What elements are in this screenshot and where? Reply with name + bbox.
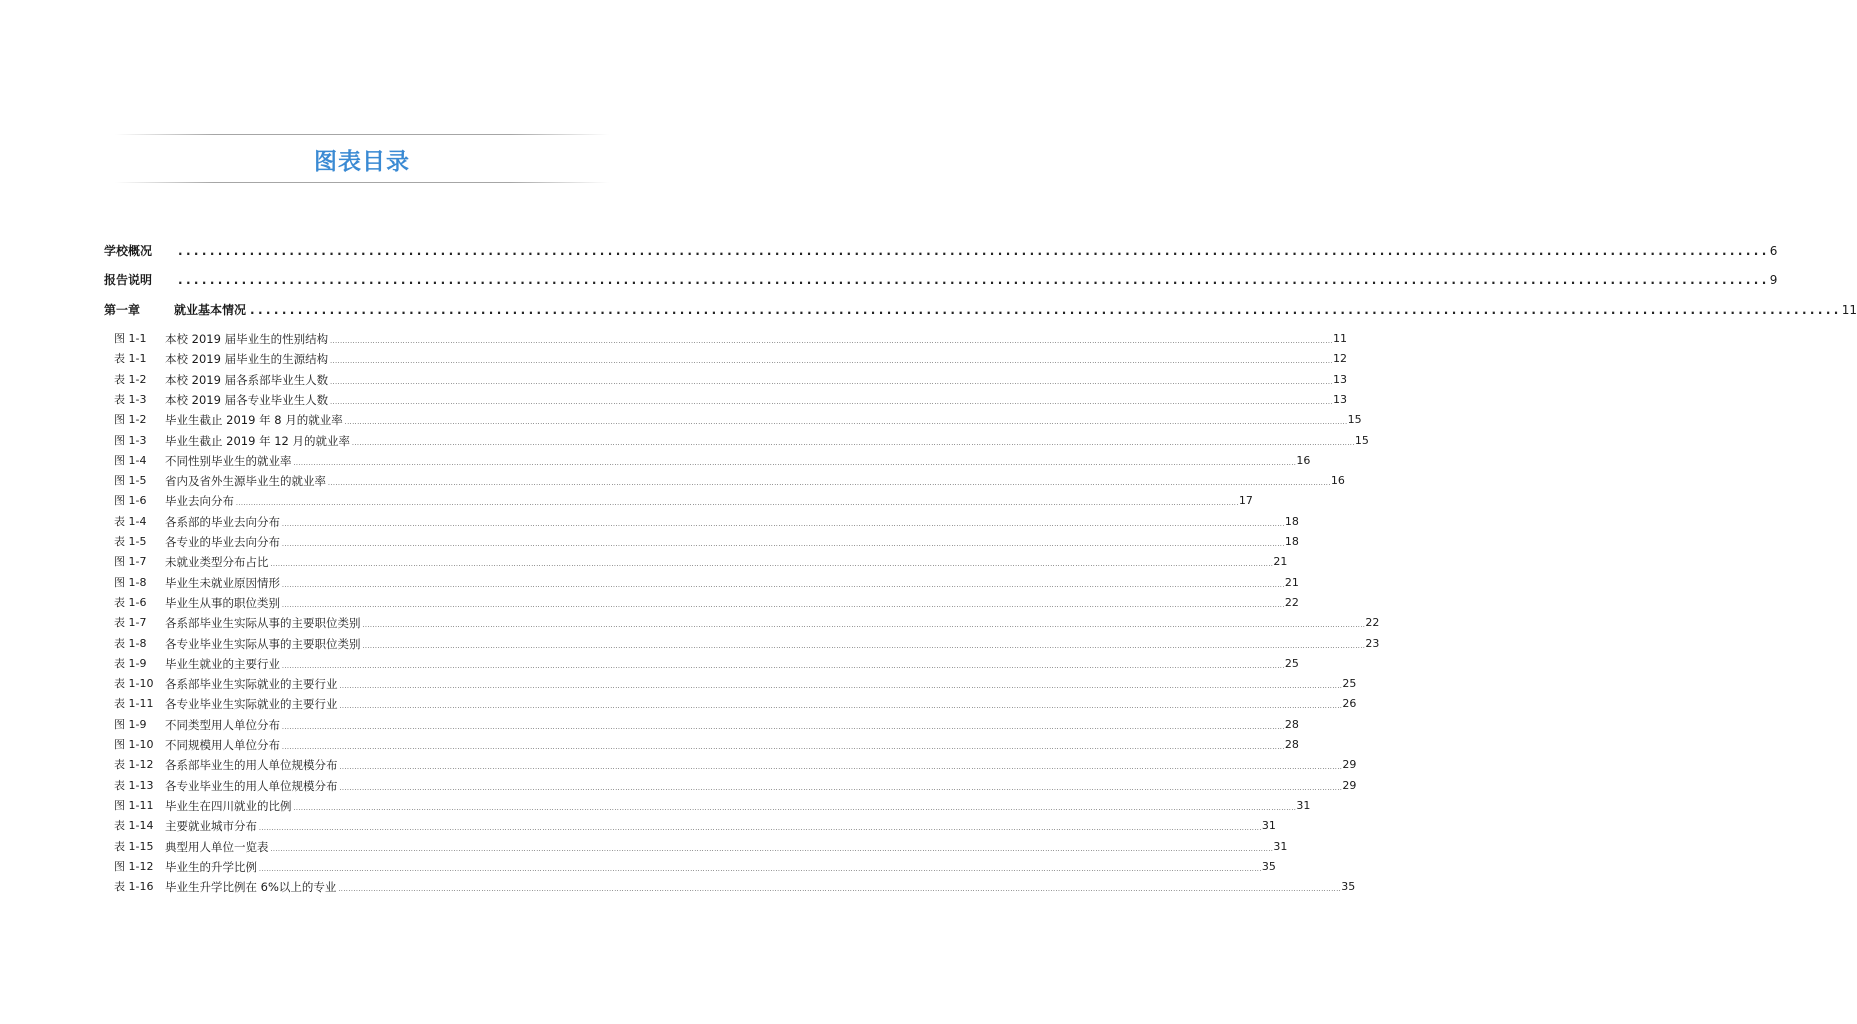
page-number: 21 xyxy=(1273,555,1288,568)
entry-title: 本校 2019 届毕业生的生源结构 xyxy=(165,352,329,366)
page-number: 35 xyxy=(1261,860,1276,873)
entry-title: 毕业生升学比例在 6%以上的专业 xyxy=(165,880,337,894)
entry-title: 毕业生就业的主要行业 xyxy=(165,657,280,671)
dot-leader: ........................................................................................................................................................................................................ xyxy=(250,303,1842,317)
toc-sub-entry[interactable] xyxy=(0,651,1299,671)
dot-leader: ................................................................................................................................................................................................................................................................................................................................................................................................................ xyxy=(339,703,1343,710)
entry-title: 省内及省外生源毕业生的就业率 xyxy=(165,474,326,488)
entry-number: 图 1-1 xyxy=(114,332,147,345)
toc-sub-entry[interactable] xyxy=(0,509,1299,529)
dot-leader: ................................................................................................................................................................................................................................................................................................................................................................................................................ xyxy=(282,724,1285,731)
toc-sub-entry[interactable] xyxy=(0,468,1345,488)
dot-leader: ................................................................................................................................................................................................................................................................................................................................................................................................................ xyxy=(330,399,1333,406)
toc-sub-entry[interactable] xyxy=(0,529,1299,549)
dot-leader: ................................................................................................................................................................................................................................................................................................................................................................................................................ xyxy=(339,683,1343,690)
entry-number: 图 1-11 xyxy=(114,799,154,812)
entry-title: 各系部的毕业去向分布 xyxy=(165,515,280,529)
toc-main-entry[interactable] xyxy=(0,297,1857,317)
page-number: 25 xyxy=(1342,677,1357,690)
page-number: 23 xyxy=(1365,637,1380,650)
entry-number: 图 1-7 xyxy=(114,555,147,568)
entry-number: 表 1-5 xyxy=(114,535,147,548)
page-number: 31 xyxy=(1273,840,1288,853)
dot-leader: ................................................................................................................................................................................................................................................................................................................................................................................................................ xyxy=(362,622,1366,629)
dot-leader: ................................................................................................................................................................................................................................................................................................................................................................................................................ xyxy=(282,663,1285,670)
entry-number: 表 1-6 xyxy=(114,596,147,609)
page-number: 31 xyxy=(1296,799,1311,812)
entry-title: 就业基本情况 xyxy=(174,303,247,317)
entry-number: 表 1-11 xyxy=(114,697,154,710)
page-number: 28 xyxy=(1284,738,1299,751)
dot-leader: ................................................................................................................................................................................................................................................................................................................................................................................................................ xyxy=(352,440,1355,447)
toc-sub-entry[interactable] xyxy=(0,570,1299,590)
toc-main-entry[interactable] xyxy=(0,238,1778,258)
toc-sub-entry[interactable] xyxy=(0,549,1288,569)
entry-title: 本校 2019 届各系部毕业生人数 xyxy=(165,373,329,387)
toc-sub-entry[interactable] xyxy=(0,691,1357,711)
dot-leader: ................................................................................................................................................................................................................................................................................................................................................................................................................ xyxy=(282,541,1285,548)
page-number: 28 xyxy=(1284,718,1299,731)
entry-title: 毕业生从事的职位类别 xyxy=(165,596,280,610)
entry-number: 表 1-15 xyxy=(114,840,154,853)
toc-sub-entry[interactable] xyxy=(0,671,1357,691)
entry-number: 表 1-2 xyxy=(114,373,147,386)
dot-leader: ................................................................................................................................................................................................................................................................................................................................................................................................................ xyxy=(339,764,1343,771)
toc-sub-entry[interactable] xyxy=(0,488,1253,508)
dot-leader: ................................................................................................................................................................................................................................................................................................................................................................................................................ xyxy=(339,785,1343,792)
entry-title: 典型用人单位一览表 xyxy=(165,840,269,854)
entry-title: 各专业毕业生实际就业的主要行业 xyxy=(165,697,338,711)
dot-leader: ................................................................................................................................................................................................................................................................................................................................................................................................................ xyxy=(270,846,1274,853)
dot-leader: ................................................................................................................................................................................................................................................................................................................................................................................................................ xyxy=(330,338,1333,345)
entry-number: 图 1-8 xyxy=(114,576,147,589)
page-number: 11 xyxy=(1332,332,1347,345)
entry-number: 表 1-1 xyxy=(114,352,147,365)
dot-leader: ........................................................................................................................................................................................................ xyxy=(178,244,1770,258)
entry-title: 毕业生在四川就业的比例 xyxy=(165,799,292,813)
entry-title: 各专业毕业生的用人单位规模分布 xyxy=(165,779,338,793)
page-number: 16 xyxy=(1330,474,1345,487)
entry-number: 图 1-6 xyxy=(114,494,147,507)
entry-title: 本校 2019 届各专业毕业生人数 xyxy=(165,393,329,407)
entry-number: 图 1-3 xyxy=(114,434,147,447)
entry-number: 图 1-10 xyxy=(114,738,154,751)
entry-title: 各系部毕业生实际就业的主要行业 xyxy=(165,677,338,691)
toc-sub-entry[interactable] xyxy=(0,326,1347,346)
dot-leader: ................................................................................................................................................................................................................................................................................................................................................................................................................ xyxy=(259,866,1262,873)
page-number: 18 xyxy=(1284,515,1299,528)
entry-heading: 学校概况 xyxy=(104,244,153,258)
entry-number: 图 1-5 xyxy=(114,474,147,487)
entry-number: 表 1-3 xyxy=(114,393,147,406)
entry-title: 主要就业城市分布 xyxy=(165,819,257,833)
toc-sub-entry[interactable] xyxy=(0,854,1276,874)
toc-main-entry[interactable] xyxy=(0,267,1778,287)
toc-sub-entry[interactable] xyxy=(0,732,1299,752)
entry-title: 毕业生截止 2019 年 8 月的就业率 xyxy=(165,413,343,427)
toc-sub-entry[interactable] xyxy=(0,752,1357,772)
toc-sub-entry[interactable] xyxy=(0,428,1369,448)
dot-leader: ........................................................................................................................................................................................................ xyxy=(178,273,1770,287)
entry-title: 各系部毕业生的用人单位规模分布 xyxy=(165,758,338,772)
page-number: 35 xyxy=(1341,880,1356,893)
entry-title: 不同规模用人单位分布 xyxy=(165,738,280,752)
dot-leader: ................................................................................................................................................................................................................................................................................................................................................................................................................ xyxy=(338,886,1342,893)
entry-title: 毕业生的升学比例 xyxy=(165,860,257,874)
entry-title: 各专业的毕业去向分布 xyxy=(165,535,280,549)
toc-sub-entry[interactable] xyxy=(0,631,1380,651)
toc-sub-entry[interactable] xyxy=(0,874,1356,894)
toc-sub-entry[interactable] xyxy=(0,773,1357,793)
page-number: 13 xyxy=(1332,393,1347,406)
dot-leader: ................................................................................................................................................................................................................................................................................................................................................................................................................ xyxy=(282,582,1285,589)
entry-number: 表 1-9 xyxy=(114,657,147,670)
dot-leader: ................................................................................................................................................................................................................................................................................................................................................................................................................ xyxy=(282,602,1285,609)
page-number: 26 xyxy=(1342,697,1357,710)
toc-sub-entry[interactable] xyxy=(0,448,1311,468)
dot-leader: ................................................................................................................................................................................................................................................................................................................................................................................................................ xyxy=(236,500,1239,507)
page-number: 31 xyxy=(1261,819,1276,832)
toc-sub-entry[interactable] xyxy=(0,793,1311,813)
page-number: 22 xyxy=(1365,616,1380,629)
page-number: 25 xyxy=(1284,657,1299,670)
entry-title: 毕业生截止 2019 年 12 月的就业率 xyxy=(165,434,351,448)
page-number: 29 xyxy=(1342,779,1357,792)
page-number: 29 xyxy=(1342,758,1357,771)
page-number: 12 xyxy=(1332,352,1347,365)
toc-sub-entry[interactable] xyxy=(0,367,1347,387)
entry-title: 毕业去向分布 xyxy=(165,494,234,508)
entry-title: 不同性别毕业生的就业率 xyxy=(165,454,292,468)
entry-title: 毕业生未就业原因情形 xyxy=(165,576,280,590)
entry-number: 表 1-13 xyxy=(114,779,154,792)
page-number: 21 xyxy=(1284,576,1299,589)
page-number: 17 xyxy=(1238,494,1253,507)
entry-number: 表 1-12 xyxy=(114,758,154,771)
page-number: 11 xyxy=(1841,303,1857,317)
entry-number: 图 1-4 xyxy=(114,454,147,467)
entry-title: 本校 2019 届毕业生的性别结构 xyxy=(165,332,329,346)
dot-leader: ................................................................................................................................................................................................................................................................................................................................................................................................................ xyxy=(259,825,1262,832)
page-number: 15 xyxy=(1354,434,1369,447)
toc-sub-entry[interactable] xyxy=(0,610,1380,630)
entry-title: 未就业类型分布占比 xyxy=(165,555,269,569)
entry-number: 表 1-7 xyxy=(114,616,147,629)
entry-number: 表 1-8 xyxy=(114,637,147,650)
dot-leader: ................................................................................................................................................................................................................................................................................................................................................................................................................ xyxy=(330,379,1333,386)
entry-number: 图 1-12 xyxy=(114,860,154,873)
entry-title: 各专业毕业生实际从事的主要职位类别 xyxy=(165,637,361,651)
toc-sub-entry[interactable] xyxy=(0,387,1347,407)
toc-sub-entry[interactable] xyxy=(0,712,1299,732)
page-number: 9 xyxy=(1769,273,1778,287)
entry-number: 图 1-2 xyxy=(114,413,147,426)
toc-sub-entry[interactable] xyxy=(0,813,1276,833)
entry-heading: 第一章 xyxy=(104,303,141,317)
entry-number: 表 1-4 xyxy=(114,515,147,528)
entry-number: 表 1-16 xyxy=(114,880,154,893)
entry-number: 表 1-14 xyxy=(114,819,154,832)
dot-leader: ................................................................................................................................................................................................................................................................................................................................................................................................................ xyxy=(282,521,1285,528)
page-number: 13 xyxy=(1332,373,1347,386)
toc-sub-entry[interactable] xyxy=(0,834,1288,854)
toc-sub-entry[interactable] xyxy=(0,346,1347,366)
entry-number: 表 1-10 xyxy=(114,677,154,690)
entry-title: 各系部毕业生实际从事的主要职位类别 xyxy=(165,616,361,630)
toc-sub-entry[interactable] xyxy=(0,407,1362,427)
entry-title: 不同类型用人单位分布 xyxy=(165,718,280,732)
bottom-divider xyxy=(115,182,609,183)
page-number: 22 xyxy=(1284,596,1299,609)
dot-leader: ................................................................................................................................................................................................................................................................................................................................................................................................................ xyxy=(344,419,1348,426)
page-title: 图表目录 xyxy=(314,149,410,175)
dot-leader: ................................................................................................................................................................................................................................................................................................................................................................................................................ xyxy=(328,480,1331,487)
page-number: 16 xyxy=(1296,454,1311,467)
page-number: 6 xyxy=(1769,244,1778,258)
toc-sub-entry[interactable] xyxy=(0,590,1299,610)
page-number: 18 xyxy=(1284,535,1299,548)
top-divider xyxy=(115,134,609,135)
dot-leader: ................................................................................................................................................................................................................................................................................................................................................................................................................ xyxy=(293,805,1297,812)
entry-heading: 报告说明 xyxy=(104,273,153,287)
dot-leader: ................................................................................................................................................................................................................................................................................................................................................................................................................ xyxy=(362,643,1366,650)
dot-leader: ................................................................................................................................................................................................................................................................................................................................................................................................................ xyxy=(282,744,1285,751)
dot-leader: ................................................................................................................................................................................................................................................................................................................................................................................................................ xyxy=(270,561,1274,568)
dot-leader: ................................................................................................................................................................................................................................................................................................................................................................................................................ xyxy=(293,460,1297,467)
page-number: 15 xyxy=(1347,413,1362,426)
entry-number: 图 1-9 xyxy=(114,718,147,731)
dot-leader: ................................................................................................................................................................................................................................................................................................................................................................................................................ xyxy=(330,358,1333,365)
